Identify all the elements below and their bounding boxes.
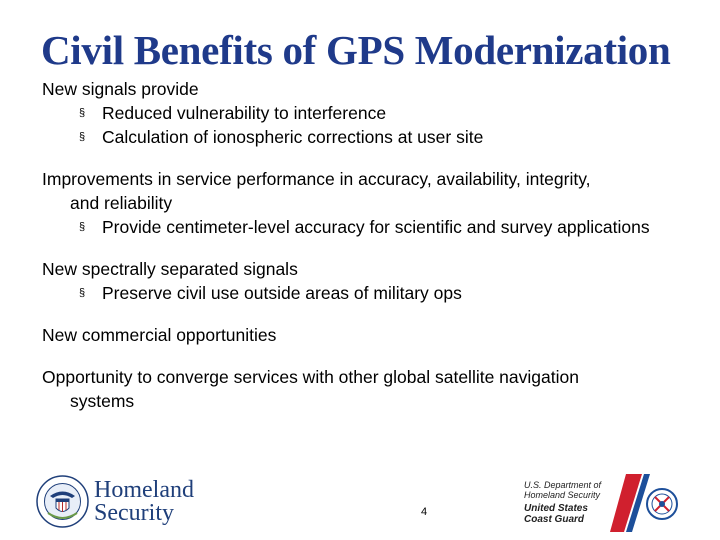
sub-bullet-marker: §	[79, 107, 86, 119]
bullet-text: New spectrally separated signals	[42, 259, 298, 279]
bullet-text: New signals provide	[42, 79, 199, 99]
uscg-text-block	[524, 480, 624, 525]
dhs-seal-icon	[36, 475, 89, 528]
sub-bullet-text: Provide centimeter-level accuracy for scientific and survey applications	[102, 217, 650, 237]
bullet-item	[42, 365, 692, 413]
bullet-item	[42, 323, 692, 347]
sub-bullet-marker: §	[79, 131, 86, 143]
dhs-wordmark	[94, 479, 194, 525]
bullet-text: Opportunity to converge services with other global satellite navigation	[42, 367, 579, 387]
uscg-dept-line: Homeland Security	[524, 490, 601, 500]
sub-bullet-item	[79, 215, 692, 239]
bullet-text-continued: and reliability	[70, 193, 173, 213]
sub-bullet-marker: §	[79, 287, 86, 299]
bullet-item	[42, 167, 692, 239]
bullet-item	[42, 257, 692, 305]
bullet-item	[42, 77, 692, 149]
slide-body	[42, 77, 692, 413]
sub-bullet-item	[79, 101, 692, 125]
uscg-name-line: United States	[524, 503, 588, 514]
page-number: 4	[421, 506, 428, 518]
uscg-name-line: Coast Guard	[524, 514, 585, 525]
bullet-text: Improvements in service performance in accuracy, availability, integrity,	[42, 169, 591, 189]
dhs-wordmark-line: Homeland	[94, 477, 194, 503]
sub-bullet-item	[79, 281, 692, 305]
sub-bullet-text: Preserve civil use outside areas of military ops	[102, 283, 462, 303]
dhs-logo	[36, 475, 216, 529]
uscg-dept-line: U.S. Department of	[524, 480, 602, 490]
sub-bullet-marker: §	[79, 221, 86, 233]
slide-title: Civil Benefits of GPS Modernization	[41, 27, 671, 73]
bullet-text-continued: systems	[70, 391, 135, 411]
dhs-wordmark-line: Security	[94, 500, 174, 526]
sub-bullet-text: Reduced vulnerability to interference	[102, 103, 387, 123]
coast-guard-stripe-icon	[610, 474, 680, 532]
sub-bullet-item	[79, 125, 692, 149]
sub-bullet-text: Calculation of ionospheric corrections at user site	[102, 127, 484, 147]
bullet-text: New commercial opportunities	[42, 325, 277, 345]
